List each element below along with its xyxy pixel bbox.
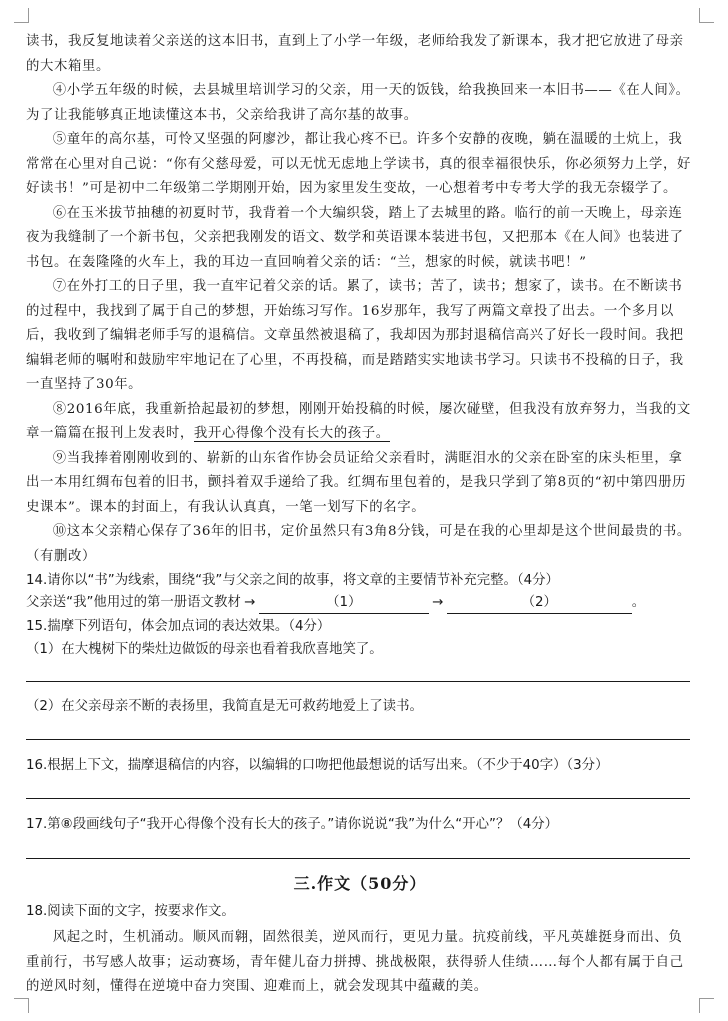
composition-prompt (26, 926, 694, 1000)
arrow-icon: → (432, 595, 444, 610)
paragraph-8 (26, 398, 694, 447)
question-17: 17.第⑧段画线句子“我开心得像个没有长大的孩子。”请你说说“我”为什么“开心”？（4分） (26, 817, 559, 832)
q14-end: 。 (631, 595, 646, 610)
question-18: 18.阅读下面的文字，按要求作文。 (26, 904, 235, 919)
answer-line-17[interactable] (26, 857, 690, 859)
question-14-chain (26, 593, 694, 614)
section-title-composition: 三.作文（50分） (293, 874, 427, 893)
crop-mark-top-left (14, 8, 29, 23)
question-15-1: （1）在大槐树下的柴灶边做饭的母亲也看着我欣喜地笑了。 (26, 642, 383, 657)
underlined-sentence: 我开心得像个没有长大的孩子。 (193, 426, 390, 441)
paragraph-10: ⑩这本父亲精心保存了36年的旧书，定价虽然只有3角8分钱，可是在我的心里却是这个世间最贵的书。 (52, 524, 691, 539)
paragraph-5: ⑤童年的高尔基，可怜又坚强的阿廖沙，都让我心疼不已。许多个安静的夜晚，躺在温暖的土炕上，我常常在心里对自己说：“你有父慈母爱，可以无忧无虑地上学读书，真的很幸福很快乐，你必须努力上学，好好读书！”可是初中二年级第二学期刚开始，因为家里发生变故，一心想着考中专考大学的我无奈辍学了。 (26, 132, 692, 196)
answer-line-16[interactable] (26, 797, 690, 799)
reading-passage (26, 30, 694, 569)
source-note: （有删改） (26, 548, 96, 564)
q14-blank-2[interactable]: （2） (447, 593, 632, 614)
q14-blank-1[interactable]: （1） (259, 593, 429, 614)
arrow-icon: → (244, 595, 256, 610)
crop-mark-bottom-left (14, 998, 29, 1013)
paragraph-continued: 读书，我反复地读着父亲送的这本旧书，直到上了小学一年级，老师给我发了新课本，我才把它放进了母亲的大木箱里。 (26, 34, 684, 74)
crop-mark-top-right (699, 8, 714, 23)
question-15: 15.揣摩下列语句，体会加点词的表达效果。（4分） (26, 619, 331, 634)
paragraph-4: ④小学五年级的时候，去县城里培训学习的父亲，用一天的饭钱，给我换回来一本旧书——《在人间》。为了让我能够真正地读懂这本书，父亲给我讲了高尔基的故事。 (26, 83, 690, 123)
paragraph-6: ⑥在玉米拔节抽穗的初夏时节，我背着一个大编织袋，踏上了去城里的路。临行的前一天晚上，母亲连夜为我缝制了一个新书包，父亲把我刚发的语文、数学和英语课本装进书包，又把那本《在人间》也装进了书包。在轰隆隆的火车上，我的耳边一直回响着父亲的话：“兰，想家的时候，就读书吧！” (26, 205, 684, 270)
question-18-block (26, 902, 694, 922)
paragraph-9: ⑨当我捧着刚刚收到的、崭新的山东省作协会员证给父亲看时，满眶泪水的父亲在卧室的床头柜里，拿出一本用红绸布包着的旧书，颤抖着双手递给了我。红绸布里包着的，是我只学到了第8页的“初中第四册历史课本”。课本的封面上，有我认认真真，一笔一划写下的名字。 (26, 450, 687, 515)
q14-chain-start: 父亲送“我”他用过的第一册语文教材 (26, 595, 241, 610)
question-15-2: （2）在父亲母亲不断的表扬里，我简直是无可救药地爱上了读书。 (26, 699, 423, 714)
answer-line-15-2[interactable] (26, 738, 690, 740)
questions (26, 571, 694, 859)
paragraph-7: ⑦在外打工的日子里，我一直牢记着父亲的话。累了，读书；苦了，读书；想家了，读书。在不断读书的过程中，我找到了属于自己的梦想，开始练习写作。16岁那年，我写了两篇文章投了出去。一个多月以后，我收到了编辑老师手写的退稿信。文章虽然被退稿了，我却因为那封退稿信高兴了好长一段时间。我把编辑老师的嘱咐和鼓励牢牢地记在了心里，不再投稿，而是踏踏实实地读书学习。只读书不投稿的日子，我一直坚持了30年。 (26, 279, 684, 392)
crop-mark-bottom-right (699, 998, 714, 1013)
question-14: 14.请你以“书”为线索，围绕“我”与父亲之间的故事，将文章的主要情节补充完整。（4分） (26, 573, 559, 588)
composition-prompt-text: 风起之时，生机涌动。顺风而翱，固然很美，逆风而行，更见力量。抗疫前线，平凡英雄挺身而出、负重前行，书写感人故事；运动赛场，青年健儿奋力拼搏、挑战极限，获得骄人佳绩……每个人都有属于自己的逆风时刻，懂得在逆境中奋力突围、迎难而上，就会发现其中蕴藏的美。 (26, 930, 684, 994)
answer-line-15-1[interactable] (26, 680, 690, 682)
question-16: 16.根据上下文，揣摩退稿信的内容，以编辑的口吻把他最想说的话写出来。（不少于40字）（3分） (26, 758, 609, 773)
exam-page (26, 30, 694, 1000)
paragraph-8-text: ⑧2016年底，我重新拾起最初的梦想，刚刚开始投稿的时候，屡次碰壁，但我没有放弃努力，当我的文章一篇篇在报刊上发表时， (26, 401, 691, 441)
